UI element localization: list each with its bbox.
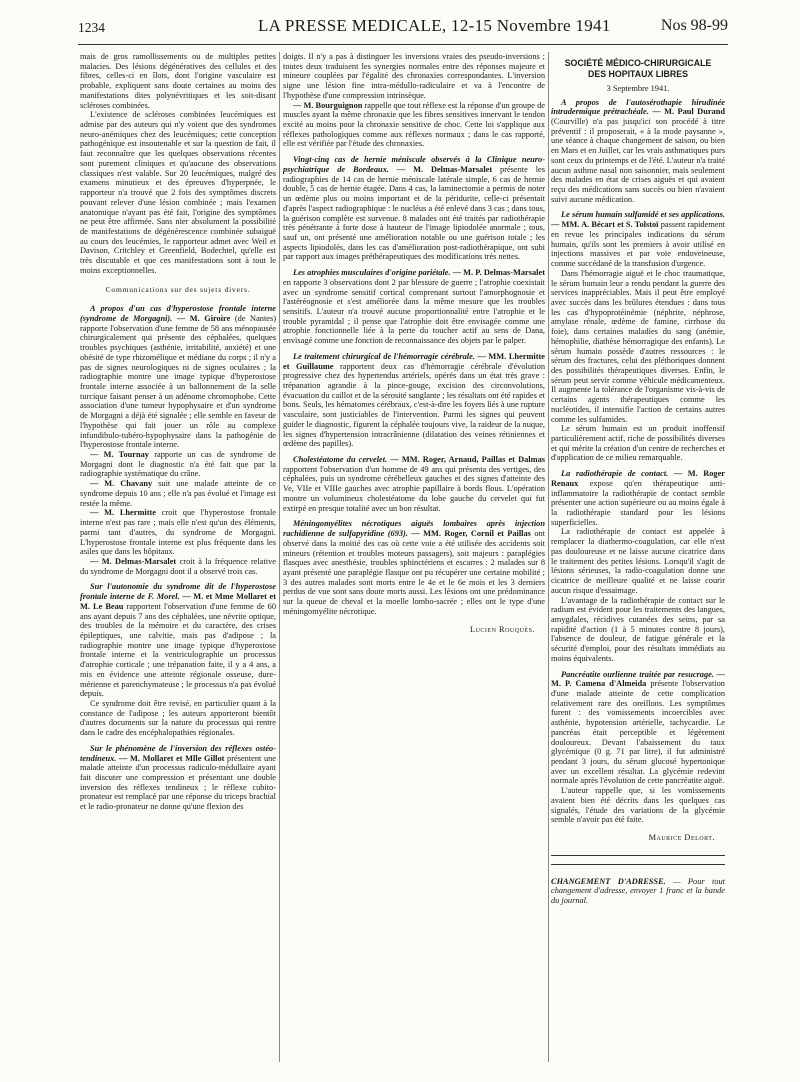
address-change-notice [551, 877, 725, 906]
article-title: Sur le phénomène de l'inversion des réflexes ostéo-tendineux. [80, 743, 276, 763]
article-title: La radiothérapie de contact. [561, 469, 669, 479]
column-3 [551, 52, 725, 1067]
article-title: Le sérum humain sulfamidé et ses applications. [561, 210, 725, 220]
signature: Lucien Rouquès. [470, 624, 535, 634]
author-name: — M. Mollaret et Mlle Gillot [119, 753, 225, 763]
header-rule [78, 44, 728, 45]
divider-rule [551, 864, 725, 865]
author-name: — M. Bourguignon [293, 100, 363, 110]
paragraph [283, 101, 545, 150]
article-1 [80, 304, 276, 450]
article-text: (de Nantes) rapporte l'observation d'une femme de 58 ans ménopausée chirurgicalement qui présente des céphalées, quelques troubles psychiques (asthénie, irritabilité, anxiété) et une obésité de type rhizomélique et médiane du corps ; il n'y a pas de signes neurologiques ni de signes oculaires ; la radiographie montre une image typique d'hyperostose frontale interne associée à un ballonnement de la selle turcique faisant penser à un adénome chromophobe. Cette association d'une tumeur hypophysaire et d'un syndrome de Morgagni a déjà été signalée ; elle semble en faveur de l'hypothèse qui fait jouer un rôle au complexe infundibulo-tubéro-hypophysaire dans la pathogénie de l'hyperostose frontale interne. [80, 313, 276, 450]
notice-title: CHANGEMENT D'ADRESSE. [551, 876, 666, 886]
article-title: Cholestéatome du cervelet. [293, 455, 388, 465]
paragraph: Le sérum humain est un produit inoffensif particulièrement actif, riche de possibilités diverses et qui mérite la création d'un centre de recherches et d'application de ce milieu remarquable. [551, 424, 725, 463]
journal-title: LA PRESSE MEDICALE, 12-15 Novembre 1941 [258, 16, 611, 35]
paragraph-text: croit que l'hyperostose frontale interne n'est pas rare ; mais elle n'est qu'un des éléments, parmi tant d'autres, du syndrome de Morgagni. L'hyperostose frontale interne est plus fréquente dans les asiles que dans les hôpitaux. [80, 508, 276, 557]
article-title: Sur l'autonomie du syndrome dit de l'hyperostose frontale interne de F. Morel. [80, 582, 276, 602]
article-6 [283, 352, 545, 449]
author-name: — MM. Roger, Arnaud, Paillas et Dalmas [390, 455, 545, 465]
article-text: (Courville) n'a pas jusqu'ici son procédé à titre préventif : il proposerait, « à la mode paysanne », une séance à chaque changement de saison, ou bien en Mars et en Juillet, car les vrais asthmatiques purs sont ceux du printemps et de l'été. L'auteur n'a traité aucun asthme nasal non saisonnier, mais seulement des malades en état de crises aiguës et qui avaient reçu des médications sans succès ou bien n'avaient suivi aucune médication. [551, 117, 725, 204]
paragraph [80, 450, 276, 479]
article-7 [283, 455, 545, 513]
page-header [78, 16, 728, 38]
page-number: 1234 [78, 20, 105, 35]
article-3 [80, 744, 276, 812]
author-name: — M. Delmas-Marsalet [90, 556, 177, 566]
paragraph: L'existence de scléroses combinées leucémiques est admise par des auteurs qui n'y voient que des syndromes neuro-anémiques chez des leucémiques; cette conception pathogénique est insoutenable et sur la question de fait, il faut reconnaître que les quelques observations récentes sont purement cliniques et qu'aucune des observations classiques n'est valable. Sur 20 leucémiques, malgré des examens minutieux et des épreuves d'hyperpnée, le rapporteur n'a trouvé que 2 fois des symptômes discrets pouvant relever d'une lésion combinée ; mais l'examen anatomique n'ayant pas été fait, l'origine des symptômes ne peut être affirmée. Sans nier absolument la possibilité de manifestations de dégénérescence combinée subaiguë au cours des leucémies, le rapporteur admet avec Weil et Davison, Critchley et Greenfield, Bodechtel, qu'elle est très discutable et que ces manifestations sont à tout le moins exceptionnelles. [80, 110, 276, 275]
article-8 [283, 519, 545, 616]
article-text: en rapporte 3 observations dont 2 par blessure de guerre ; l'atrophie coexistait avec un syndrome sensitif cortical comprenant surtout l'amorphognosie et l'astéréognosie et s'est améliorée dans la même mesure que les troubles sensitifs. L'auteur n'a trouvé aucune proportionnalité entre l'atrophie et le trouble pyramidal ; il pense que l'atrophie doit être envisagée comme une atrophie fonctionnelle liée à la perte du toucher actif au sens de Dana, envisagé comme une fonction de reconnaissance des objets par le palper. [283, 277, 545, 346]
column-1 [80, 52, 276, 1067]
author-name: — M. et Mme Mollaret et M. Le Beau [80, 592, 276, 611]
article-title: Pancréatite ourlienne traitée par resucrage. [561, 669, 714, 679]
article-text: passent rapidement en revue les principales indications du sérum humain, qu'ils sont les premiers à avoir utilisé en injections massives et par voie endoveineuse, comme succédané de la transfusion d'urgence. [551, 220, 725, 269]
society-line-1: SOCIÉTÉ MÉDICO-CHIRURGICALE [564, 58, 712, 68]
article-title: A propos de l'autosérothapie hirudinée intradermique prétrachéale. [551, 97, 725, 117]
article-title: Vingt-cinq cas de hernie méniscale observés à la Clinique neuro-psychiatrique de Bordeaux. [283, 155, 545, 174]
paragraph: Ce syndrome doit être revisé, en particulier quant à la constance de l'adipose ; les auteurs apporteront bientôt d'autres documents sur la nature du processus qui rentre dans le cadre des encéphalopathies régionales. [80, 699, 276, 738]
society-heading [551, 58, 725, 81]
paragraph [80, 508, 276, 557]
author-name: — M. Delmas-Marsalet [396, 164, 493, 174]
column-divider [279, 52, 280, 1062]
section-heading: Communications sur des sujets divers. [105, 284, 251, 294]
article-12 [551, 670, 725, 787]
article-title: A propos d'un cas d'hyperostose frontale interne (syndrome de Morgagni). [80, 304, 276, 323]
article-title: Les atrophies musculaires d'origine pariétale. [293, 268, 451, 278]
divider-rule [551, 855, 725, 856]
article-11 [551, 469, 725, 527]
author-name: — M. Lhermitte [90, 508, 156, 518]
column-2 [283, 52, 545, 1067]
notice-text: — Pour tout changement d'adresse, envoyer 1 franc et la bande du journal. [551, 876, 725, 906]
article-2 [80, 582, 276, 699]
author-name: — MM. Lhermitte et Guillaume [283, 351, 545, 371]
paragraph: L'auteur rappelle que, si les vomissements avaient bien été décrits dans les quelques cas signalés, l'étude des variations de la glycémie semble n'avoir pas été faite. [551, 786, 725, 825]
author-name: — MM. A. Bécart et S. Tolstoï [551, 220, 659, 230]
paragraph: L'avantage de la radiothérapie de contact sur le radium est évident pour les traitements des langues, amygdales, récidives cutanées des seins, par sa rapidité d'action (1 à 5 minutes contre 8 jours), l'absence de douleur, de fatigue générale et la sécurité d'emploi, pour des résultats immédiats au moins équivalents. [551, 595, 725, 663]
author-name: — M. P. Camena d'Almeida [551, 669, 725, 689]
author-name: — M. Chavany [90, 479, 153, 489]
article-text: présentent une malade atteinte d'un processus radiculo-médullaire ayant fait discuter une compression et présentant une double inversion des réflexes tendineux ; le réflexe cubito-pronateur est remplacé par une réponse du triceps brachial et le radio-pronateur ne donne qu'une flexion des [80, 753, 276, 812]
author-name: — MM. Roger, Cornil et Paillas [411, 529, 531, 539]
article-text: ont observé dans la moitié des cas où cette voie a été utilisée des accidents soit mineurs (rétention et troubles moteurs passagers), soit majeurs : paraplégies flasques avec anesthésie, troubles sphinctériens et escarres : 2 malades sur 8 ayant présenté une paraplégie flasque ont pu récupérer une certaine mobilité ; 3 des autres malades sont morts entre le 4e et le 6e mois et les 3 derniers perdus de vue sont sans doute morts aussi. Les lésions ont une prédominance sur la queue de cheval et la moelle lombo-sacrée ; elles ont le type d'une méningomyélite nécrotique. [283, 529, 545, 616]
paragraph [80, 557, 276, 576]
paragraph: Dans l'hémorragie aiguë et le choc traumatique, le sérum humain leur a rendu pendant la guerre des services inappréciables. Mais il peut être employé avec succès dans les brûlures étendues : dans tous les cas d'hypoprotéinémie (néphrite, néphrose, amylase rénale, œdème de famine, cirrhose du foie), dans certaines maladies du sang (anémie, hémophilie, diathèse hémorragique des enfants). Le sérum humain possède d'autres ressources : le sérum des fractures, celui des pléthoriques donnent des possibilités thérapeutiques diverses. Enfin, le sérum peut servir comme véhicule médicamenteux. Il augmente la tolérance de l'organisme vis-à-vis de certains agents thérapeutiques comme les nucléotides, il intensifie l'action de certains autres comme les sulfamides. [551, 268, 725, 424]
paragraph-text: rappelle que tout réflexe est la réponse d'un groupe de muscles ayant la même chronaxie que les fibres sensitives innervant le tendon excité au moins pour la chronaxie sensitive de choc. Cette loi s'applique aux réflexes pathologiques comme aux réflexes normaux ; dans le cas rapporté, elle est vérifiée par l'étude des chronaxies. [283, 100, 545, 149]
paragraph: doigts. Il n'y a pas à distinguer les inversions vraies des pseudo-inversions ; toutes deux traduisent les synergies normales entre des réponses majeure et mineure couplées par l'égalité des chronaxies correspondantes. L'inversion signe une lésion fine intra-médullo-radiculaire et va à l'encontre de l'hypothèse d'une compression intrinsèque. [283, 52, 545, 100]
paragraph [80, 479, 276, 508]
author-name: — M. Tournay [90, 450, 149, 460]
author-name: — M. Giroire [176, 313, 231, 323]
session-date: 3 Septembre 1941. [606, 83, 670, 93]
signature: Maurice Delort. [648, 833, 715, 843]
society-line-2: DES HOPITAUX LIBRES [587, 69, 689, 80]
article-text: rapportent l'observation d'une femme de 60 ans ayant depuis 7 ans des céphalées, une névrite optique, des troubles de la mémoire et du caractère, des crises épileptiques, une calvitie, mais pas d'adipose ; la radiographie montre une image typique d'hyperostose frontale interne et la ventriculographie un processus d'atrophie corticale ; une trépanation faite, il y a 4 ans, a mis en évidence une atteinte régionale osseuse, dure-mérienne et parenchymateuse ; le processus n'a pas évolué depuis. [80, 601, 276, 699]
article-text: expose qu'en thérapeutique anti-inflammatoire la radiothérapie de contact semble présenter une action supérieure ou au moins égale à la radiothérapie standard pour les lésions superficielles. [551, 478, 725, 527]
article-title: Méningomyélites nécrotiques aiguës lombaires après injection rachidienne de sulfapyridine (693). [283, 519, 545, 539]
article-5 [283, 268, 545, 346]
paragraph-text: suit une malade atteinte de ce syndrome depuis 10 ans ; elle n'a pas évolué et l'image est restée la même. [80, 479, 276, 508]
author-name: — M. Paul Durand [652, 107, 725, 117]
paragraph: La radiothérapie de contact est appelée à remplacer la diathermo-coagulation, car elle n'est pas douloureuse et ne laisse aucune cicatrice dans le traitement des petites lésions. Lorsqu'il s'agit de lésions sérieuses, la radio-coagulation donne une cicatrice de meilleure qualité et ne laisse courir aucun risque d'essaimage. [551, 527, 725, 595]
article-title: Le traitement chirurgical de l'hémorragie cérébrale. [293, 351, 475, 361]
article-10 [551, 210, 725, 268]
author-name: — M. P. Delmas-Marsalet [452, 268, 545, 278]
author-name: — M. Roger Renaux [551, 469, 725, 488]
column-divider [548, 52, 549, 1062]
paragraph-text: croit à la fréquence relative du syndrome de Morgagni dont il a observé trois cas. [80, 556, 276, 576]
paragraph-text: rapporte un cas de syndrome de Morgagni dont le diagnostic n'a été fait que par la radiographie systématique du crâne. [80, 450, 276, 479]
article-9 [551, 98, 725, 205]
paragraph: mais de gros ramollissements ou de multiples petites malacies. Des lésions dégénératives des cellules et des fibres, celles-ci en îlots, dont l'origine vasculaire est probable, expliquent sans doute certaines au moins des manifestations dites polynévritiques et les soit-disant scléroses combinées. [80, 52, 276, 110]
issue-number: Nos 98-99 [660, 17, 728, 34]
article-text: présente l'observation d'une malade atteinte de cette complication relativement rare des oreillons. Les symptômes furent : des vomissements incoercibles avec asthénie, hypotension artérielle, tachycardie. Le pancréas était perceptible et légèrement douloureux. Devant l'abaissement du taux glycémique (0 g. 71 par litre), il fut administré pendant 3 jours, du sérum glucosé hypertonique avec un excellent résultat. La glycémie redevint normale après l'évolution de cette pancréatite aiguë. [551, 679, 725, 786]
article-text: présente les radiographies de 14 cas de hernie méniscale latérale simple, 6 cas de hernie double, 5 cas de hernie étagée. Dans 4 cas, la laminectomie a permis de noter un œdème plus ou moins important et de la péridurite, celle-ci présentait d'après l'aspect radiographique : le nucléus a été enlevé dans 3 cas ; dans tous, la guérison complète est survenue. 8 malades ont été traités par radiothérapie très pénétrante à forte dose à hauteur de l'image lipiodolée anormale ; tous, sauf un, ont présenté une amélioration notable ou une guérison totale ; les aspects lipiodolés, dans les cas d'amélioration post-radiothérapique, ont subi par rapport aux images préthérapeutiques des modifications très nettes. [283, 164, 545, 262]
article-4 [283, 155, 545, 262]
article-text: rapportent l'observation d'un homme de 49 ans qui présenta des vertiges, des céphalées, puis un syndrome cérébelleux gauches et des signes d'atteinte des Ve, VIIe et VIIIe gauches avec atrophie papillaire à bords flous. L'opération montre un volumineux cholestéatome du lobe gauche du cervelet qui fut extirpé en presque totalité avec un bon résultat. [283, 464, 545, 513]
article-text: rapportent deux cas d'hémorragie cérébrale d'évolution progressive chez des hypertendus artériels, opérés dans un état très grave : trépanation agrandie à la pince-gouge, excision des circonvolutions, évacuation du caillot et de la sérosité sanglante ; les résultats ont été rapides et bons. Seuls, les hématomes cérébraux, c'est-à-dire les foyers liés à une rupture vasculaire, sont justiciables de l'intervention. Parmi les signes qui peuvent guider le diagnostic, figurent la céphalée toujours vive, la raideur de la nuque, les signes d'hypertension intracrânienne (dilatation des veines rétiniennes et œdème des papilles). [283, 361, 545, 449]
